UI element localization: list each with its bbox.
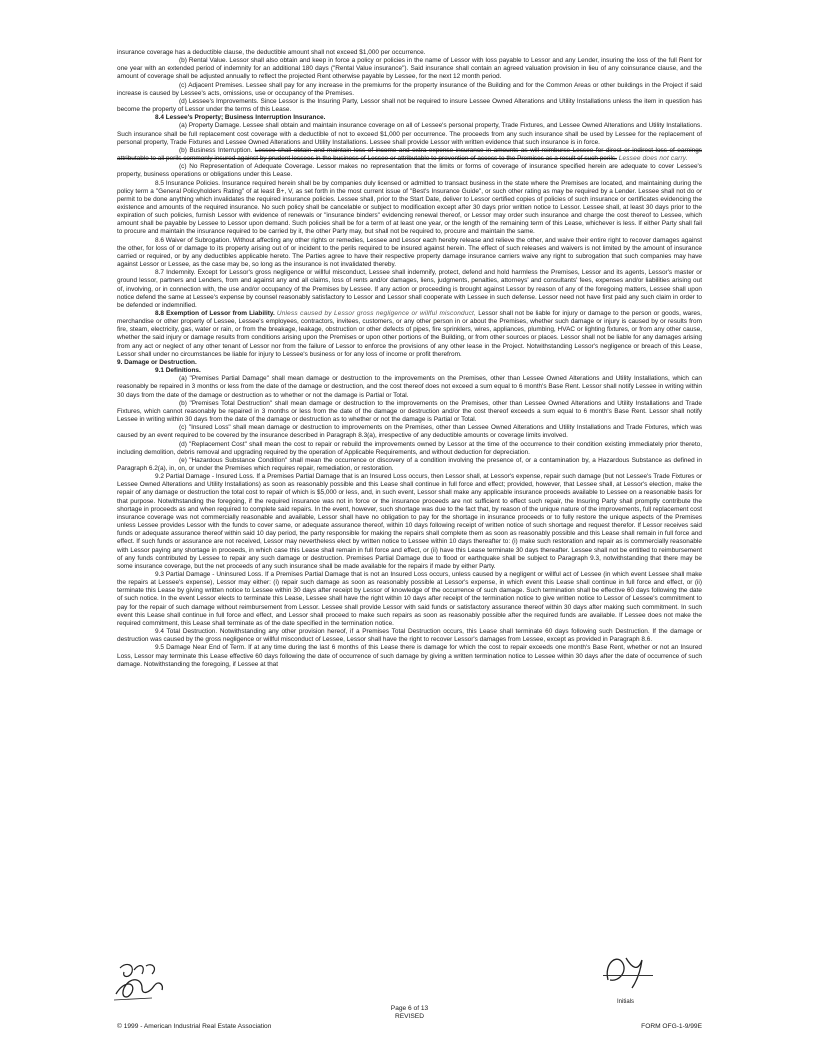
- form-number: FORM OFG-1-9/99E: [641, 1023, 702, 1030]
- copyright-text: © 1999 - American Industrial Real Estate Association: [117, 1023, 272, 1030]
- paragraph-8-3-d: (d) Lessee's Improvements. Since Lessor is the Insuring Party, Lessor shall not be required to insure Lessee Owned Alterations and Utility Installations unless the item in question has become the property of Lessor under the terms of this Lease.: [117, 97, 702, 114]
- paragraph-9-4: 9.4 Total Destruction. Notwithstanding any other provision hereof, if a Premises Total Destruction occurs, this Lease shall terminate 60 days following such Destruction. If the damage or destruction was caused by the gross negligence or willful misconduct of Lessee, Lessor shall have the right to recover Lessor's damages from Lessee, except as provided in Paragraph 8.6.: [117, 628, 702, 644]
- document-body: [117, 49, 702, 989]
- heading-8-4: 8.4 Lessee's Property; Business Interruption Insurance.: [155, 114, 326, 122]
- signature-mark: [112, 958, 172, 1006]
- heading-9-1: 9.1 Definitions.: [155, 367, 201, 375]
- page-info: [117, 1005, 702, 1021]
- paragraph-8-5: 8.5 Insurance Policies. Insurance required herein shall be by companies duly licensed or admitted to transact business in the state where the Premises are located, and maintaining during the policy term a "General Policyholders Rating" of at least B+, V, as set forth in the most current issue of "Best's Insurance Guide", or such other rating as may be required by a Lender. Lessee shall not do or permit to be done anything which invalidates the required insurance policies. Lessee shall, prior to the Start Date, deliver to Lessor certified copies of policies of such insurance or certificates evidencing the existence and amounts of the required insurance. No such policy shall be cancelable or subject to modification except after 30 days prior written notice to Lessor. Lessee shall, at least 30 days prior to the expiration of such policies, furnish Lessor with evidence of renewals or "insurance binders" evidencing renewal thereof, or Lessor may order such insurance and charge the cost thereof to Lessee, which amount shall be payable by Lessee to Lessor upon demand. Such policies shall be for a term of at least one year, or the length of the remaining term of this Lease, whichever is less. If either Party shall fail to procure and maintain the insurance required to be carried by it, the other Party may, but shall not be required to, procure and maintain the same.: [117, 179, 702, 236]
- exemption-text: Lessor shall not be liable for injury or damage to the person or goods, wares, merchandise or other property of Lessee, Lessee's employees, contractors, invitees, customers, or any other person in or about the Premises, whether such damage or injury is caused by or results from fire, steam, electricity, gas, water or rain, or from the breakage, leakage, obstruction or other defects of pipes, fire sprinklers, wires, appliances, plumbing, HVAC or lighting fixtures, or from any other cause, whether the said injury or damage results from conditions arising upon the Premises or upon other portions of the Building, or from other sources or places. Lessor shall not be liable for any damages arising from any act or neglect of any other tenant of Lessor nor from the failure of Lessor to enforce the provisions of any other lease in the Project. Notwithstanding Lessor's negligence or breach of this Lease, Lessor shall under no circumstances be liable for injury to Lessee's business or for any loss of income or profit therefrom.: [117, 310, 702, 358]
- paragraph-8-7: 8.7 Indemnity. Except for Lessor's gross negligence or willful misconduct, Lessee shall indemnify, protect, defend and hold harmless the Premises, Lessor and its agents, Lessor's master or ground lessor, partners and Lenders, from and against any and all claims, loss of rents and/or damages, liens, judgments, penalties, attorneys' and consultants' fees, expenses and/or liabilities arising out of, involving, or in connection with, the use and/or occupancy of the Premises by Lessee. If any action or proceeding is brought against Lessor by reason of any of the foregoing matters, Lessee shall upon notice defend the same at Lessee's expense by counsel reasonably satisfactory to Lessor and Lessor shall cooperate with Lessee in such defense. Lessor need not have first paid any such claim in order to be defended or indemnified.: [117, 269, 702, 309]
- paragraph-8-3-c: (c) Adjacent Premises. Lessee shall pay for any increase in the premiums for the property insurance of the Building and for the Common Areas or other buildings in the Project if said increase is caused by Lessee's acts, omissions, use or occupancy of the Premises.: [117, 81, 702, 97]
- paragraph-9-1-e: (e) "Hazardous Substance Condition" shall mean the occurrence or discovery of a condition involving the presence of, or a contamination by, a Hazardous Substance as defined in Paragraph 6.2(a), in, on, or under the Premises which requires repair, remediation, or restoration.: [117, 456, 702, 472]
- paragraph-9-1-c: (c) "Insured Loss" shall mean damage or destruction to improvements on the Premises, other than Lessee Owned Alterations and Utility Installations and Trade Fixtures, which was caused by an event required to be covered by the insurance described in Paragraph 8.3(a), irrespective of any deductible amounts or coverage limits involved.: [117, 424, 702, 440]
- paragraph-9-3: 9.3 Partial Damage - Uninsured Loss. If a Premises Partial Damage that is not an Insured Loss occurs, unless caused by a negligent or willful act of Lessee (in which event Lessee shall make the repairs at Lessee's expense), Lessor may either: (i) repair such damage as soon as reasonably possible at Lessor's expense, in which event this Lease shall continue in full force and effect, or (ii) terminate this Lease by giving written notice to Lessee within 30 days after receipt by Lessor of knowledge of the occurrence of such damage. Such termination shall be effective 60 days following the date of such notice. In the event Lessor elects to terminate this Lease, Lessee shall have the right within 10 days after receipt of the termination notice to give written notice to Lessor of Lessee's commitment to pay for the repair of such damage without reimbursement from Lessor. Lessee shall provide Lessor with said funds or satisfactory assurance thereof within 30 days after making such commitment. In such event this Lease shall continue in full force and effect, and Lessor shall proceed to make such repairs as soon as reasonably possible after the required funds are available. If Lessee does not make the required commitment, this Lease shall terminate as of the date specified in the termination notice.: [117, 571, 702, 627]
- paragraph-9-1-d: (d) "Replacement Cost" shall mean the cost to repair or rebuild the improvements owned by Lessor at the time of the occurrence to their condition existing immediately prior thereto, including demolition, debris removal and upgrading required by the operation of Applicable Requirements, and without deduction for depreciation.: [117, 440, 702, 456]
- paragraph-8-4-c: (c) No Representation of Adequate Coverage. Lessor makes no representation that the limits or forms of coverage of insurance specified herein are adequate to cover Lessee's property, business operations or obligations under this Lease.: [117, 163, 702, 179]
- heading-9: 9. Damage or Destruction.: [117, 358, 197, 366]
- page-number: Page 6 of 13: [390, 1005, 429, 1012]
- handwritten-insert: Unless caused by Lessor gross negligence or willful misconduct,: [276, 310, 477, 317]
- initials-line: [603, 975, 653, 998]
- exemption-heading: 8.8 Exemption of Lessor from Liability.: [155, 310, 275, 317]
- paragraph-9-5: 9.5 Damage Near End of Term. If at any time during the last 6 months of this Lease there is damage for which the cost to repair exceeds one month's Base Rent, whether or not an Insured Loss, Lessor may terminate this Lease effective 60 days following the date of occurrence of such damage by giving a written termination notice to Lessee within 30 days after the date of occurrence of such damage. Notwithstanding the foregoing, if Lessee at that: [117, 644, 702, 668]
- initials-label: Initials: [617, 999, 635, 1005]
- paragraph-8-3-b: (b) Rental Value. Lessor shall also obtain and keep in force a policy or policies in the name of Lessor with loss payable to Lessor and any Lender, insuring the loss of the full Rent for one year with an extended period of indemnity for an additional 180 days ("Rental Value insurance"). Said insurance shall contain an agreed valuation provision in lieu of any coinsurance clause, and the amount of coverage shall be adjusted annually to reflect the projected Rent otherwise payable by Lessee, for the next 12 month period.: [117, 57, 702, 81]
- revised-label: REVISED: [395, 1013, 424, 1020]
- handwritten-note: Lessee does not carry.: [618, 155, 688, 163]
- paragraph-8-3-a-end: insurance coverage has a deductible clause, the deductible amount shall not exceed $1,000 per occurrence.: [117, 49, 426, 56]
- struck-text: Lessee shall obtain and maintain loss of income and extra expense insurance in amounts as will reimburse Lessee for direct or indirect loss of earnings attributable to all perils commonly insured against by prudent lessees in the business of Lessee or attributable to prevention of access to the Premises as a result of such perils.: [117, 146, 702, 163]
- paragraph-9-1-a: (a) "Premises Partial Damage" shall mean damage or destruction to the improvements on the Premises, other than Lessee Owned Alterations and Utility Installations, which can reasonably be repaired in 3 months or less from the date of the damage or destruction, and the cost thereof does not exceed a sum equal to 6 month's Base Rent. Lessor shall notify Lessee in writing within 30 days from the date of the damage or destruction as to whether or not the damage is Partial or Total.: [117, 375, 702, 399]
- paragraph-9-1-b: (b) "Premises Total Destruction" shall mean damage or destruction to the improvements on the Premises, other than Lessee Owned Alterations and Utility Installations and Trade Fixtures, which cannot reasonably be repaired in 3 months or less from the date of the damage or destruction and/or the cost thereof exceeds a sum equal to 6 month's Base Rent. Lessor shall notify Lessee in writing within 30 days from the date of the damage or destruction as to whether or not the damage is Partial or Total.: [117, 399, 702, 424]
- business-interruption-label: (b) Business Interruption.: [179, 146, 253, 154]
- paragraph-8-4-a: (a) Property Damage. Lessee shall obtain and maintain insurance coverage on all of Lessee's personal property, Trade Fixtures, and Lessee Owned Alterations and Utility Installations. Such insurance shall be full replacement cost coverage with a deductible of not to exceed $1,000 per occurrence. The proceeds from any such insurance shall be used by Lessee for the replacement of personal property, Trade Fixtures and Lessee Owned Alterations and Utility Installations. Lessee shall provide Lessor with written evidence that such insurance is in force.: [117, 122, 702, 146]
- paragraph-8-4-b: [117, 147, 702, 163]
- paragraph-9-2: 9.2 Partial Damage - Insured Loss. If a Premises Partial Damage that is an Insured Loss occurs, then Lessor shall, at Lessor's expense, repair such damage (but not Lessee's Trade Fixtures or Lessee Owned Alterations and Utility Installations) as soon as reasonably possible and this Lease shall continue in full force and effect; provided, however, that Lessee shall, at Lessor's election, make the repair of any damage or destruction the total cost to repair of which is $5,000 or less, and, in such event, Lessor shall make any applicable insurance proceeds available to Lessee on a reasonable basis for that purpose. Notwithstanding the foregoing, if the required insurance was not in force or the insurance proceeds are not sufficient to effect such repair, the Insuring Party shall promptly contribute the shortage in proceeds as and when required to complete said repairs. In the event, however, such shortage was due to the fact that, by reason of the unique nature of the improvements, full replacement cost insurance coverage was not commercially reasonable and available, Lessor shall have no obligation to pay for the shortage in insurance proceeds or to fully restore the unique aspects of the Premises unless Lessee provides Lessor with the funds to cover same, or adequate assurance thereof, within 10 days following receipt of written notice of such shortage and request therefor. If Lessor receives said funds or adequate assurance thereof within said 10 day period, the party responsible for making the repairs shall complete them as soon as reasonably possible and this Lease shall remain in full force and effect. If such funds or assurance are not received, Lessor may nevertheless elect by written notice to Lessee within 10 days thereafter to: (i) make such restoration and repair as is commercially reasonable with Lessor paying any shortage in proceeds, in which case this Lease shall remain in full force and effect, or (ii) have this Lease terminate 30 days thereafter. Lessee shall not be entitled to reimbursement of any funds contributed by Lessee to repair any such damage or destruction. Premises Partial Damage due to flood or earthquake shall be subject to Paragraph 9.3, notwithstanding that there may be some insurance coverage, but the net proceeds of any such insurance shall be made available for the repairs if made by either Party.: [117, 473, 702, 570]
- paragraph-8-6: 8.6 Waiver of Subrogation. Without affecting any other rights or remedies, Lessee and Lessor each hereby release and relieve the other, and waive their entire right to recover damages against the other, for loss of or damage to its property arising out of or incident to the perils required to be insured against herein. The effect of such releases and waivers is not limited by the amount of insurance carried or required, or by any deductibles applicable hereto. The Parties agree to have their respective property damage insurance carriers waive any right to subrogation that such companies may have against Lessor or Lessee, as the case may be, so long as the insurance is not invalidated thereby.: [117, 236, 702, 269]
- paragraph-8-8: [117, 310, 702, 359]
